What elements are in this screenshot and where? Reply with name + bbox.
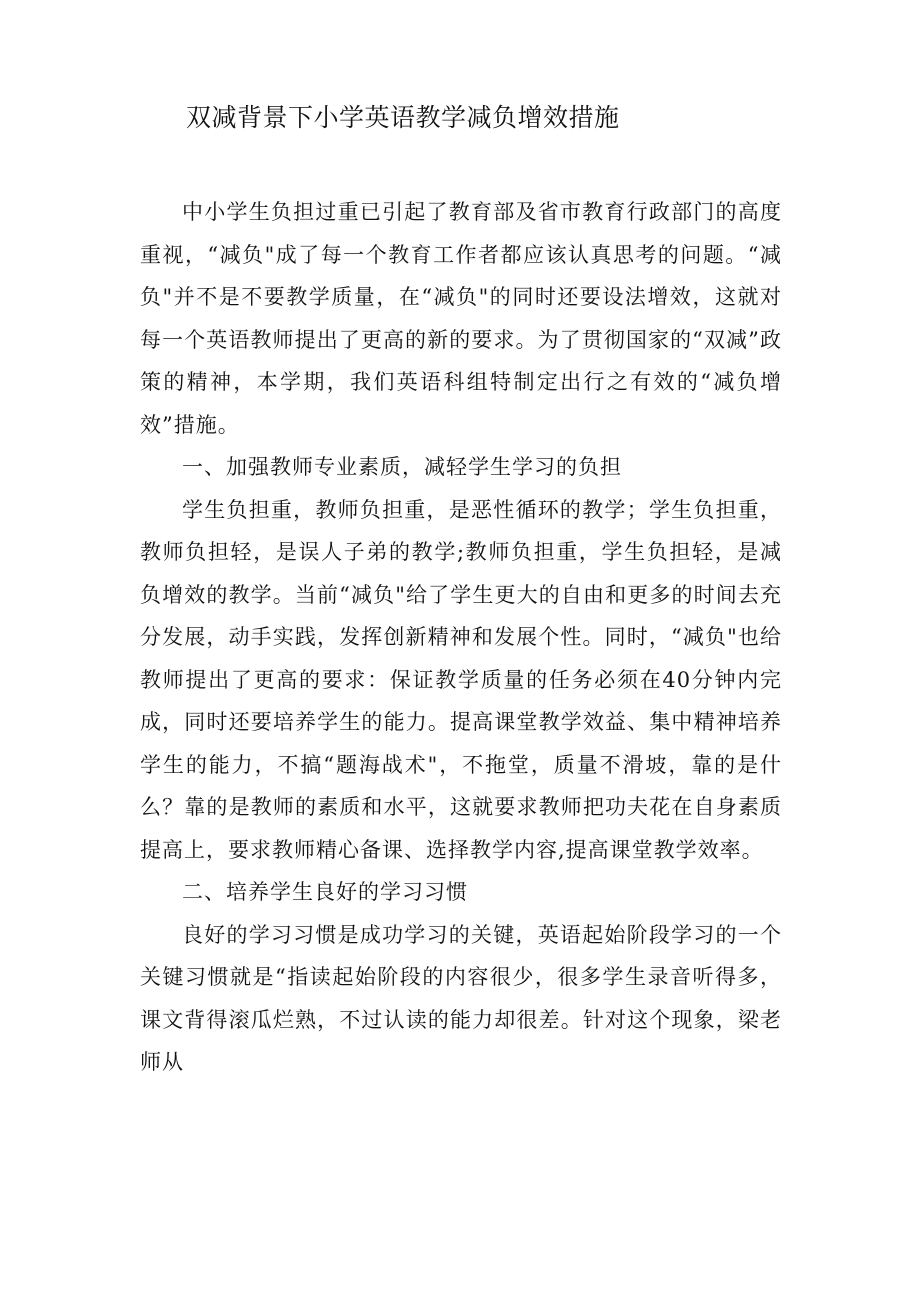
document-title: 双减背景下小学英语教学减负增效措施: [186, 103, 620, 132]
paragraph-intro: 中小学生负担过重已引起了教育部及省市教育行政部门的高度重视，“减负"成了每一个教育工作者都应该认真思考的问题。“减负"并不是不要教学质量，在“减负"的同时还要设法增效，这就对每一个英语教师提出了更高的新的要求。为了贯彻国家的“双减”政策的精神，本学期，我们英语科组特制定出行之有效的“减负增效”措施。: [140, 200, 782, 437]
document-body: [140, 191, 782, 1084]
section-heading-2: 二、培养学生良好的学习习惯: [182, 880, 468, 904]
paragraph-section-1: 学生负担重，教师负担重，是恶性循环的教学；学生负担重，教师负担轻，是误人子弟的教学;教师负担重，学生负担轻，是减负增效的教学。当前“减负"给了学生更大的自由和更多的时间去充分发展，动手实践，发挥创新精神和发展个性。同时，“减负"也给教师提出了更高的要求：保证教学质量的任务必须在40分钟内完成，同时还要培养学生的能力。提高课堂教学效益、集中精神培养学生的能力，不搞“题海战术"，不拖堂，质量不滑坡，靠的是什么？靠的是教师的素质和水平，这就要求教师把功夫花在自身素质提高上，要求教师精心备课、选择教学内容,提高课堂教学效率。: [140, 497, 782, 862]
paragraph-section-2: 良好的学习习惯是成功学习的关键，英语起始阶段学习的一个关键习惯就是“指读起始阶段的内容很少，很多学生录音听得多，课文背得滚瓜烂熟，不过认读的能力却很差。针对这个现象，梁老师从: [140, 922, 782, 1074]
section-heading-1: 一、加强教师专业素质，减轻学生学习的负担: [182, 455, 622, 479]
